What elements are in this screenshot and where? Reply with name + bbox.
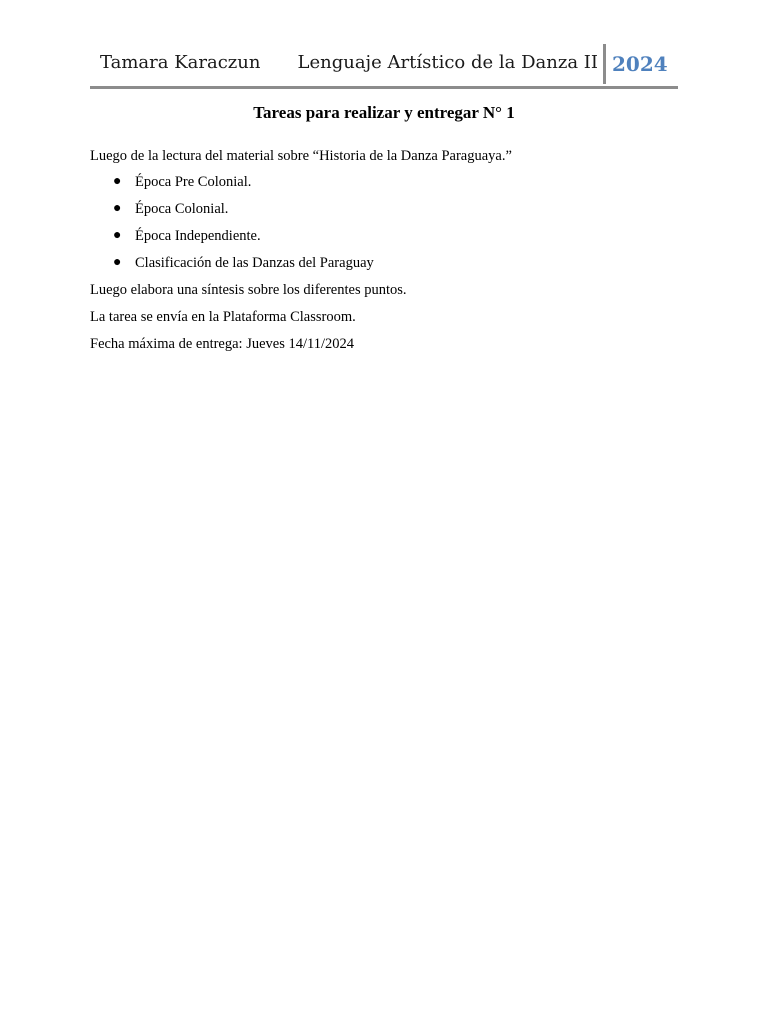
list-item-text: Época Pre Colonial. [135,174,252,190]
bullet-icon: ● [113,255,122,270]
bullet-icon: ● [113,174,122,189]
list-item-text: Época Colonial. [135,201,229,217]
list-item-text: Época Independiente. [135,228,261,244]
header-course-title: Lenguaje Artístico de la Danza II [297,52,598,73]
header-year: 2024 [612,52,668,76]
bullet-icon: ● [113,228,122,243]
document-title: Tareas para realizar y entregar N° 1 [253,103,515,122]
bullet-icon: ● [113,201,122,216]
deadline-paragraph: Fecha máxima de entrega: Jueves 14/11/2024 [90,336,355,352]
submission-paragraph: La tarea se envía en la Plataforma Classroom. [90,309,356,325]
page-header [90,44,678,89]
list-item-text: Clasificación de las Danzas del Paraguay [135,255,374,271]
header-divider [603,44,606,84]
intro-paragraph: Luego de la lectura del material sobre “Historia de la Danza Paraguaya.” [90,148,512,164]
header-author: Tamara Karaczun [100,52,261,73]
instruction-paragraph: Luego elabora una síntesis sobre los diferentes puntos. [90,282,407,298]
